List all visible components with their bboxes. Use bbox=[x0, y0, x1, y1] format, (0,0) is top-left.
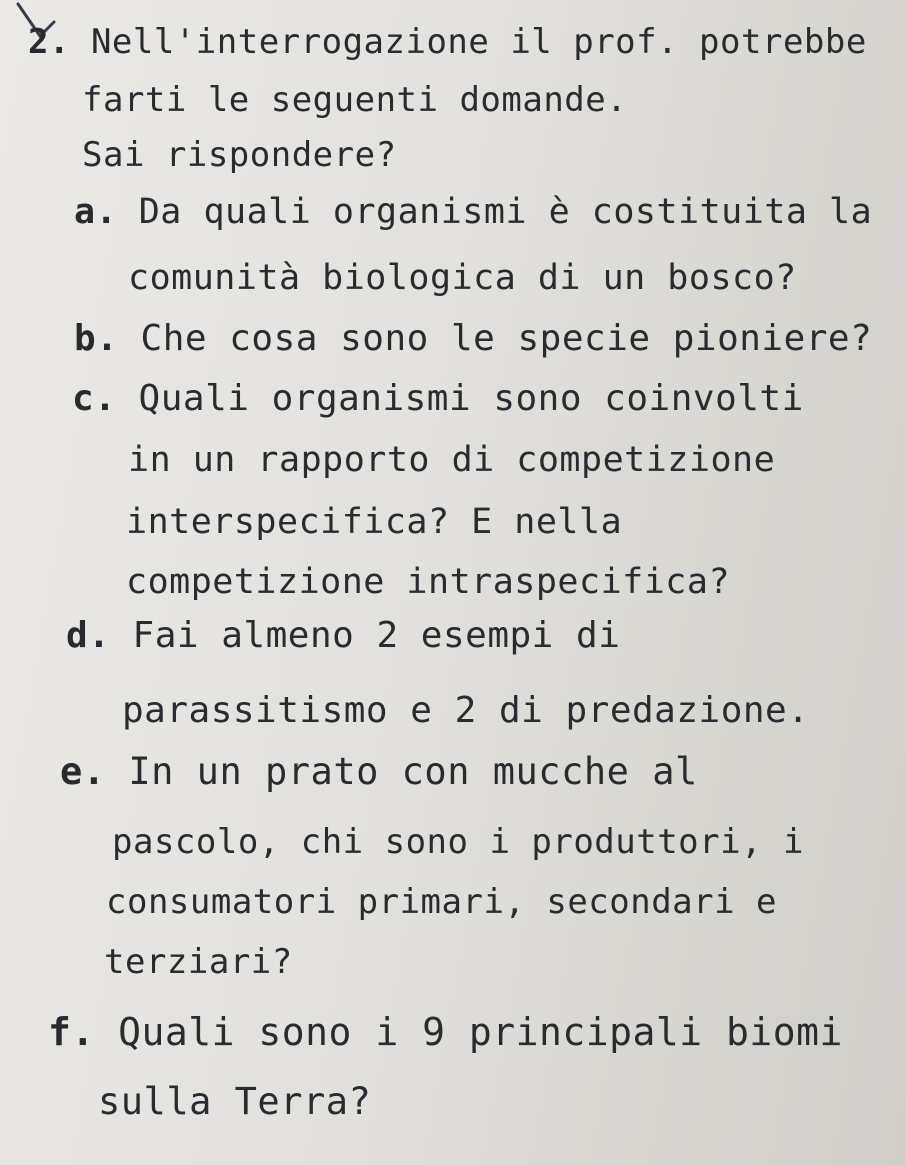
question-letter: c. bbox=[72, 378, 117, 419]
question-c-line: interspecifica? E nella bbox=[126, 502, 623, 542]
question-text: Quali sono i 9 principali biomi bbox=[118, 1010, 843, 1054]
question-a-line: comunità biologica di un bosco? bbox=[128, 258, 797, 298]
question-e-line: terziari? bbox=[104, 942, 293, 982]
question-text: Da quali organismi è costituita la bbox=[138, 192, 873, 232]
question-f-line: sulla Terra? bbox=[98, 1080, 372, 1123]
question-d-line: parassitismo e 2 di predazione. bbox=[122, 690, 810, 731]
question-text: Che cosa sono le specie pioniere? bbox=[140, 318, 873, 359]
question-c-line: competizione intraspecifica? bbox=[126, 562, 731, 602]
question-e-line: pascolo, chi sono i produttori, i bbox=[112, 822, 805, 862]
question-text: Fai almeno 2 esempi di bbox=[132, 615, 621, 656]
intro-text: Nell'interrogazione il prof. potrebbe bbox=[90, 22, 867, 62]
exercise-intro-line bbox=[28, 22, 867, 62]
question-f-line bbox=[48, 1010, 843, 1054]
question-letter: e. bbox=[60, 750, 106, 793]
question-d-line bbox=[66, 615, 620, 656]
question-b-line bbox=[74, 318, 872, 359]
question-text: Quali organismi sono coinvolti bbox=[138, 378, 804, 419]
question-text: In un prato con mucche al bbox=[128, 750, 698, 793]
question-c-line: in un rapporto di competizione bbox=[128, 440, 776, 480]
question-a-line bbox=[74, 192, 872, 232]
exercise-intro-line: farti le seguenti domande. bbox=[82, 80, 628, 120]
exercise-intro-line: Sai rispondere? bbox=[82, 135, 397, 175]
question-c-line bbox=[72, 378, 804, 419]
question-letter: f. bbox=[48, 1010, 95, 1054]
question-e-line bbox=[60, 750, 698, 793]
question-letter: d. bbox=[66, 615, 111, 656]
question-letter: a. bbox=[74, 192, 118, 232]
question-letter: b. bbox=[74, 318, 119, 359]
exercise-number: 2. bbox=[28, 22, 70, 62]
question-e-line: consumatori primari, secondari e bbox=[106, 882, 778, 922]
